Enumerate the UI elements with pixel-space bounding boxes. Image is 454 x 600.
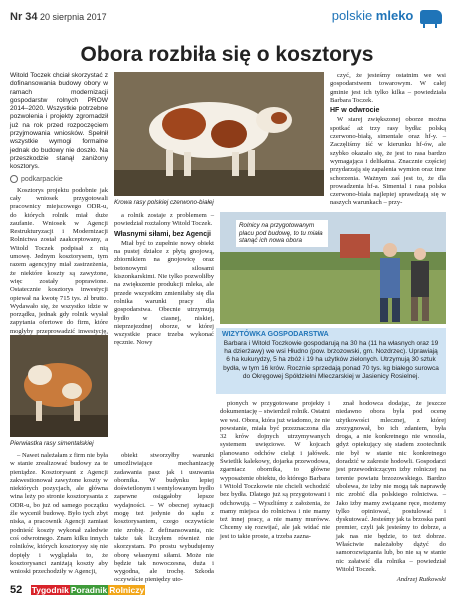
bottom-column-3 bbox=[220, 400, 330, 541]
cow-icon bbox=[420, 10, 442, 24]
subheading-1: Własnymi siłami, bez Agencji bbox=[114, 230, 211, 238]
page-header bbox=[0, 0, 454, 40]
column-3-text-2: W starej zwiększonej oborze można spotkać aż trzy rasy bydła: polską czerwono-białą, simentale oraz hf-y. – Zaczęliśmy iść w kierunku hf-ów, ale szybko okazało się, że jest to rasa bardzo wymagająca i delikatna. Znacznie częściej przydarzają się zapalenia wymion oraz inne schorzenia. Ważnym zaś jest to, że dla prowadzenia hf-a. Simental i rasa polska czerwono-biała najlepiej sprawdzają się w naszych warunkach – przy- bbox=[330, 116, 446, 207]
photo-cow-red-white bbox=[114, 72, 324, 196]
article-title: Obora rozbiła się o kosztorys bbox=[80, 43, 374, 66]
column-3-text-1: czyć, że jesteśmy ostatnim we wsi gospodarstwem towarowym. W całej gminie jest ich tylko kilka – powiedziała Barbara Toczek. bbox=[330, 72, 446, 104]
location-icon bbox=[10, 175, 18, 183]
logo-part-1: Tygodnik bbox=[31, 585, 69, 595]
farm-profile-text: Barbara i Witold Toczkowie gospodarują na 30 ha (11 ha własnych oraz 19 ha dzierżawy) we wsi Hłudno (pow. brzozowski, gm. Nozdrzec). Uprawiają 6 ha kukurydzy, 5 ha zbóż i 19 ha użytków zielonych. Utrzymują 30 sztuk bydła, w tym 16 krów. Rocznie sprzedają ponad 70 tys. kg białego surowca do Okręgowej Spółdzielni Mleczarskiej w Jasienicy Rosielnej. bbox=[223, 340, 439, 380]
bottom-column-2 bbox=[114, 452, 214, 585]
bottom-column-1 bbox=[10, 452, 108, 576]
subheading-2: HF w odwrocie bbox=[330, 107, 380, 115]
issue-number: Nr 34 bbox=[10, 11, 38, 23]
column-2 bbox=[114, 212, 214, 348]
page-footer bbox=[10, 580, 450, 594]
logo-part-3: Rolniczy bbox=[109, 585, 145, 595]
photo-simental-heifer bbox=[10, 335, 108, 437]
page-number: 52 bbox=[10, 584, 23, 596]
farm-profile-title: WIZYTÓWKA GOSPODARSTWA bbox=[222, 331, 329, 338]
lead-text: Witold Toczek chciał skorzystać z dofinansowania budowy obory w ramach modernizacji gospodarstw rolnych PROW 2014–2020. Wszystkie potrzebne pozwolenia i projekty zgromadził już na rok przed rozpoczęciem przyjmowania wniosków. Spełnił wszystkie wymogi formalne jednak do budowy nie doszło. Na przeszkodzie stanął zaniżony kosztorys. bbox=[10, 72, 108, 171]
brand-text-1: polskie bbox=[331, 8, 376, 23]
publication-logo bbox=[31, 585, 145, 595]
logo-part-2: Poradnik bbox=[70, 585, 108, 595]
photo-3-caption: Pierwiastka rasy simentalskiej bbox=[10, 440, 94, 447]
photo-2-caption: Rolnicy na przygotowanym placu pod budowę, to tu miała stanąć ich nowa obora bbox=[236, 220, 328, 247]
region-label: podkarpackie bbox=[21, 175, 63, 183]
issue-info bbox=[10, 11, 107, 23]
farm-profile-box bbox=[216, 328, 446, 394]
brand-text-2: mleko bbox=[375, 8, 414, 23]
issue-date: 20 sierpnia 2017 bbox=[40, 12, 107, 22]
heifer-illustration bbox=[10, 335, 108, 437]
bottom-text-4: znał hodowca dodając, że jeszcze niedawno obora była pod ocenę użytkowości mlecznej, z której zrezygnował, bo ich zdaniem, była droga, a nie konkretnego nie wnosiła, gdyż opiekujący się stadem zootechnik nie był w stanie nic konkretnego doradzić w zakresie hodowli. Gospodarzi jest przewodniczącym izby rolniczej na terenie powiatu brzozowskiego. Bardzo ubolewa, że izby nie mogą tak naprawdę nic zrobić dla polskiego rolnictwa. – Jako izby mamy związane ręce, możemy tylko opiniować, postulować i dyskutować. Jesteśmy jak ta brzoska pani premier, czyli jak jesteśmy to dobrze, a jak nas nie będzie, to też dobrze. Właściwie należałoby dążyć do samorozwiązania lub, bo nie są w stanie nic załatwić dla rolnika – powiedział Witold Toczek. bbox=[336, 400, 446, 573]
lead-column bbox=[10, 72, 108, 369]
bottom-text-3: pionych w przygotowane projekty i dokumentację – stwierdził rolnik. Ostatni we wsi. Obora, która już wiadomo, że nie powstanie, miała być przeznaczona dla 32 krów dojnych utrzymywanych systemem uwięziowe. W kojcach planowano odchów cieląt i jałówek. Świetlik kalekowy, dojarka przewodowa, zgarniacz obornika, to główne wyposażenie obiektu, do którego Barbara i Witold Toczkowie nie chcieli wchodzić bez bydła. Dlatego już są przygotowani i odchowują. – Wyszliśmy z założenia, że mamy miejsca do rolnictwa i nie mamy też innej pracy, a nie mamy muróww. Chcemy się rozwijać, ale jak widać nie jest to takie proste, a trzeba zazna- bbox=[220, 400, 330, 540]
column-1-text: Kosztorys projektu podobnie jak cały wniosek przygotowali pracownicy miejscowego ODR-u, do których rolnik miał duże zaufanie. Wniosek w Agencji Restrukturyzacji i Modernizacji Rolnictwa został zaakceptowany, a Witold Toczek podpisał z nią umowę. Jednym kosztorysem, tym razem agencyjny miał zastrzeżenia, że niektóre koszty są zawyżone, więc zostały poprawione. Ostatecznie kosztorys inwestycji opiewał na kwotę 715 tys. zł brutto. Wydawało się, że wszystko idzie w porządku, jednak gdy rolnik wysłał zapytania ofertowe do firm, które mogłyby przeprowadzić inwestycję, bbox=[10, 186, 108, 335]
bottom-text-1: – Nawet należałam z firm nie była w stanie zrealizować budowy za te pieniądze. Kosztorysant z Agencji zakwestionował zawyżone koszty w niektórych pozycjach, ale główna wina leży po stronie kosztorysanta z ODR-u, bo już od samego początku źle wycenił budowę. Było tych zbyt niska, a pracownik Agencji zamiast podnieść koszty wykonał zaledwie coś odwrotnego. Znam kilku innych rolników, których kosztorysy się nie dopięły i wyglądała to, że kosztorysanci zaniżają koszty aby wnioski przechodziły w Agencji, bbox=[10, 452, 108, 576]
column-2-text-1: a rolnik zostaje z problemem – powiedział rozżalony Witold Toczek. bbox=[114, 212, 214, 228]
column-2-text-2: Miał być to zupełnie nowy obiekt na pustej działce z płytą gnojową, zbiornikiem na gnojowicę oraz betonowymi silosami kiszonkarskimi. Nie tylko pozwoliłby na zwiększenie produkcji mleka, ale przede wszystkim zmieniłaby się dla rolnika warunki pracy dla gospodarstwa. Obecnie utrzymują bydło w ciasnej, niskiej, nieprzejezdnej oborze, w której wszystkie prace trzeba wykonać ręcznie. Nowy bbox=[114, 239, 214, 347]
photo-1-caption: Krowa rasy polskiej czerwono-białej bbox=[114, 199, 214, 206]
author-tag bbox=[10, 175, 108, 184]
column-3 bbox=[330, 72, 446, 208]
cow-illustration bbox=[114, 72, 324, 196]
author-signature: Andrzej Rutkowski bbox=[396, 576, 446, 584]
bottom-column-4 bbox=[336, 400, 446, 585]
section-brand bbox=[332, 8, 442, 24]
bottom-text-2: obiekt stworzyłby warunki umożliwiające mechanizację zadawania pasz jak i usuwania obornika. W budynku lepiej doświetlonym i wentylowanym bydło zapewne osiągałoby lepsze wydajności. – W obecnej sytuacji mogę też jedynie do sądu z kosztorysantem, czego oczywiście nie zrobię. Z definansowania, nic także tak liczyłem również nie skorzystam. Po prostu wybudujemy oborę własnymi siłami. Może nie będzie tak nowoczesna, duża i wygodna, ale trochę. Szkoda oczywiście pieniędzy uto- bbox=[114, 452, 214, 584]
